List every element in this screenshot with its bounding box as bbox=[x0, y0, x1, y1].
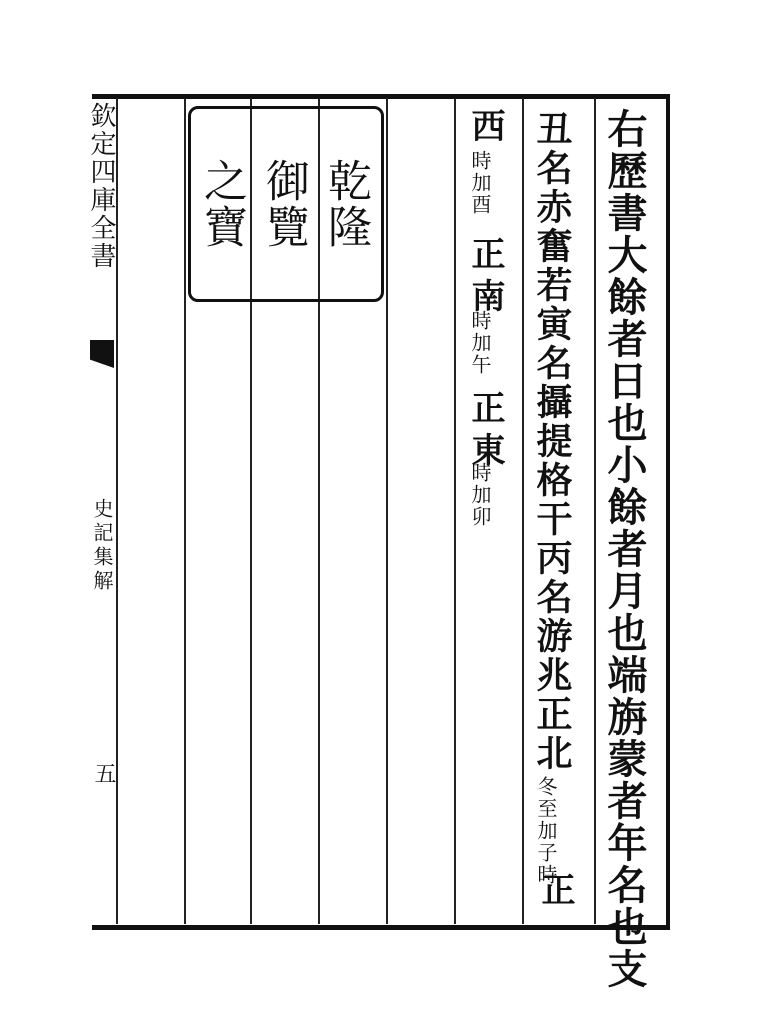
annotation-mao-hour: 時加卯 bbox=[468, 462, 492, 528]
seal-column: 之寶 bbox=[196, 158, 247, 250]
text-column-2: 丑名赤奮若寅名攝提格干丙名游兆正北 bbox=[531, 110, 573, 773]
margin-strip bbox=[88, 98, 116, 924]
text-segment-west: 西 bbox=[465, 108, 505, 150]
imperial-seal bbox=[188, 106, 384, 302]
margin-page-number: 五 bbox=[91, 762, 116, 790]
annotation-winter-solstice: 冬至加子時 bbox=[534, 776, 558, 886]
column-rule bbox=[184, 98, 186, 924]
column-rule bbox=[454, 98, 456, 924]
text-segment-east: 正東 bbox=[465, 390, 505, 474]
column-rule bbox=[594, 98, 596, 924]
column-rule bbox=[522, 98, 524, 924]
column-rule bbox=[386, 98, 388, 924]
text-column-1: 右歷書大餘者日也小餘者月也端旃蒙者年名也支 bbox=[601, 108, 648, 990]
column-rule bbox=[116, 98, 118, 924]
margin-book-title: 史記集解 bbox=[90, 498, 114, 594]
annotation-you-hour: 時加酉 bbox=[468, 150, 492, 216]
text-segment-south: 正南 bbox=[465, 236, 505, 320]
margin-header: 欽定四庫全書 bbox=[86, 102, 116, 270]
seal-column: 御覽 bbox=[258, 158, 309, 250]
annotation-wu-hour: 時加午 bbox=[468, 310, 492, 376]
seal-column: 乾隆 bbox=[320, 158, 371, 250]
fishtail-mark bbox=[90, 340, 114, 368]
text-column-2-tail: 正 bbox=[535, 872, 575, 914]
